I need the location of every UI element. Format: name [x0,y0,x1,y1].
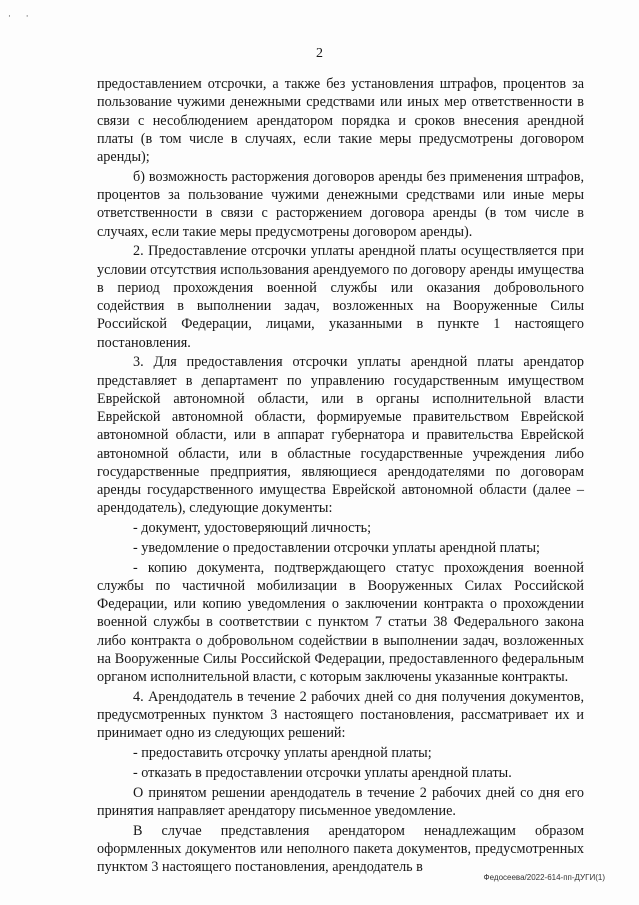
paragraph-a-continuation: предоставлением отсрочки, а также без установления штрафов, процентов за пользование чужими денежными средствами или иных мер ответственности в связи с несоблюдением арендатором порядка и сроков внесения арендной платы (в том числе в случаях, если такие меры предусмотрены договором аренды); [97,76,584,165]
paragraph-decision-notice: О принятом решении арендодатель в течение 2 рабочих дней со дня его принятия направляет арендатору письменное уведомление. [97,784,584,819]
scan-marks: · · [8,12,35,22]
list-item-service-status-copy: - копию документа, подтверждающего статус прохождения военной службы по частичной мобилизации в Вооруженных Силах Российской Федерации, или копию уведомления о заключении контракта о прохождении военной службы в соответствии с пунктом 7 статьи 38 Федерального закона либо контракта о добровольном содействии в выполнении задач, возложенных на Вооруженные Силы Российской Федерации, предоставленного федеральным органом исполнительной власти, с которым заключены указанные контракты. [97,559,584,685]
paragraph-2: 2. Предоставление отсрочки уплаты арендной платы осуществляется при условии отсутствия использования арендуемого по договору аренды имущества в период прохождения военной службы или оказания добровольного содействия в выполнении задач, возложенных на Вооруженные Силы Российской Федерации, лицами, указанными в пункте 1 настоящего постановления. [97,243,584,351]
paragraph-b: б) возможность расторжения договоров аренды без применения штрафов, процентов за пользование чужими денежными средствами или иные меры ответственности в связи с расторжением договора аренды (в том числе в случаях, если такие меры предусмотрены договором аренды). [97,168,584,240]
list-item-identity-document: - документ, удостоверяющий личность; [133,520,372,536]
list-item-grant-deferral: - предоставить отсрочку уплаты арендной платы; [133,745,432,761]
list-item-refuse-deferral: - отказать в предоставлении отсрочки уплаты арендной платы. [133,764,512,781]
document-code-footer: Федосеева/2022-614-пп-ДУГИ(1) [483,873,605,882]
paragraph-improper-documents: В случае представления арендатором ненадлежащим образом оформленных документов или неполного пакета документов, предусмотренных пунктом 3 настоящего постановления, арендодатель в [97,822,584,875]
paragraph-4: 4. Арендодатель в течение 2 рабочих дней со дня получения документов, предусмотренных пунктом 3 настоящего постановления, рассматривает их и принимает одно из следующих решений: [97,688,584,742]
paragraph-3: 3. Для предоставления отсрочки уплаты арендной платы арендатор представляет в департамент по управлению государственным имуществом Еврейской автономной области, или в органы исполнительной власти Еврейской автономной области, формируемые правительством Еврейской автономной области, или в аппарат губернатора и правительства Еврейской автономной области, или в областные государственные учреждения либо государственные предприятия, являющиеся арендодателями по договорам аренды государственного имущества Еврейской автономной области (далее – арендодатель), следующие документы: [97,354,584,517]
list-item-notification: - уведомление о предоставлении отсрочки уплаты арендной платы; [133,539,540,556]
page-number: 2 [316,46,323,61]
document-body [97,75,584,878]
